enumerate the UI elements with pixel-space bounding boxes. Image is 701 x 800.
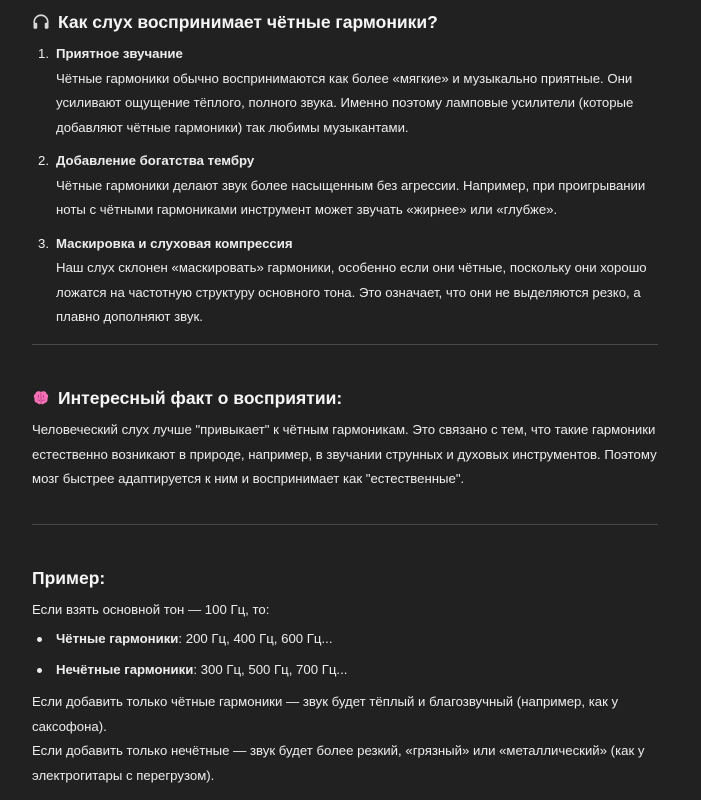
list-number: 3. bbox=[38, 235, 49, 251]
list-item-text: Наш слух склонен «маскировать» гармоники, особенно если они чётные, поскольку они хорошо ложатся на частотную структуру основного тона. Это означает, что они не выделяются резко, а плавно дополняют звук. bbox=[56, 260, 647, 324]
conclusion-line-odd: Если добавить только нечётные — звук будет более резкий, «грязный» или «металлический» (как у электрогитары с перегрузом). bbox=[32, 743, 645, 783]
bullet-value: : 200 Гц, 400 Гц, 600 Гц... bbox=[178, 631, 333, 646]
list-item bbox=[32, 42, 658, 140]
list-item bbox=[32, 232, 658, 330]
fact-paragraph: Человеческий слух лучше "привыкает" к чётным гармоникам. Это связано с тем, что такие гармоники естественно возникают в природе, например, в звучании струнных и духовых инструментов. Поэтому мозг быстрее адаптируется к ним и воспринимает как "естественные". bbox=[32, 422, 657, 486]
list-item-heading: Добавление богатства тембру bbox=[56, 153, 255, 168]
list-number: 2. bbox=[38, 153, 49, 168]
list-item-heading: Маскировка и слуховая компрессия bbox=[56, 235, 293, 251]
bullet-label: Нечётные гармоники bbox=[56, 661, 194, 677]
conclusion-line-even: Если добавить только чётные гармоники — звук будет тёплый и благозвучный (например, как у саксофона). bbox=[32, 694, 619, 734]
section-title-perception bbox=[32, 10, 438, 34]
example-conclusion bbox=[32, 690, 658, 788]
list-item-text: Чётные гармоники делают звук более насыщенным без агрессии. Например, при проигрывании ноты с чётными гармониками инструмент может звучать «жирнее» или «глубже». bbox=[56, 177, 646, 217]
bullet-value: : 300 Гц, 500 Гц, 700 Гц... bbox=[193, 661, 348, 677]
section-title-text: Как слух воспринимает чётные гармоники? bbox=[58, 12, 438, 32]
bullet-dot bbox=[37, 668, 42, 673]
list-item bbox=[32, 658, 347, 683]
headphones-icon bbox=[32, 13, 50, 31]
brain-icon bbox=[32, 389, 50, 407]
section-title-fact bbox=[32, 386, 342, 410]
example-intro: Если взять основной тон — 100 Гц, то: bbox=[32, 602, 270, 617]
bullet-dot bbox=[37, 637, 42, 642]
perception-list bbox=[32, 42, 658, 339]
bullet-label: Чётные гармоники bbox=[56, 631, 179, 646]
list-item bbox=[32, 149, 658, 223]
section-title-example bbox=[32, 566, 105, 590]
section-title-text: Пример: bbox=[32, 568, 106, 588]
list-item bbox=[32, 627, 347, 652]
list-item-heading: Приятное звучание bbox=[56, 46, 183, 61]
divider bbox=[32, 524, 658, 525]
divider bbox=[32, 344, 658, 345]
section-title-text: Интересный факт о восприятии: bbox=[58, 388, 343, 408]
harmonics-list bbox=[32, 627, 347, 688]
list-number: 1. bbox=[38, 46, 49, 61]
list-item-text: Чётные гармоники обычно воспринимаются как более «мягкие» и музыкально приятные. Они усиливают ощущение тёплого, полного звука. Именно поэтому ламповые усилители (которые добавляют чётные гармоники) так любимы музыкантами. bbox=[56, 70, 634, 135]
